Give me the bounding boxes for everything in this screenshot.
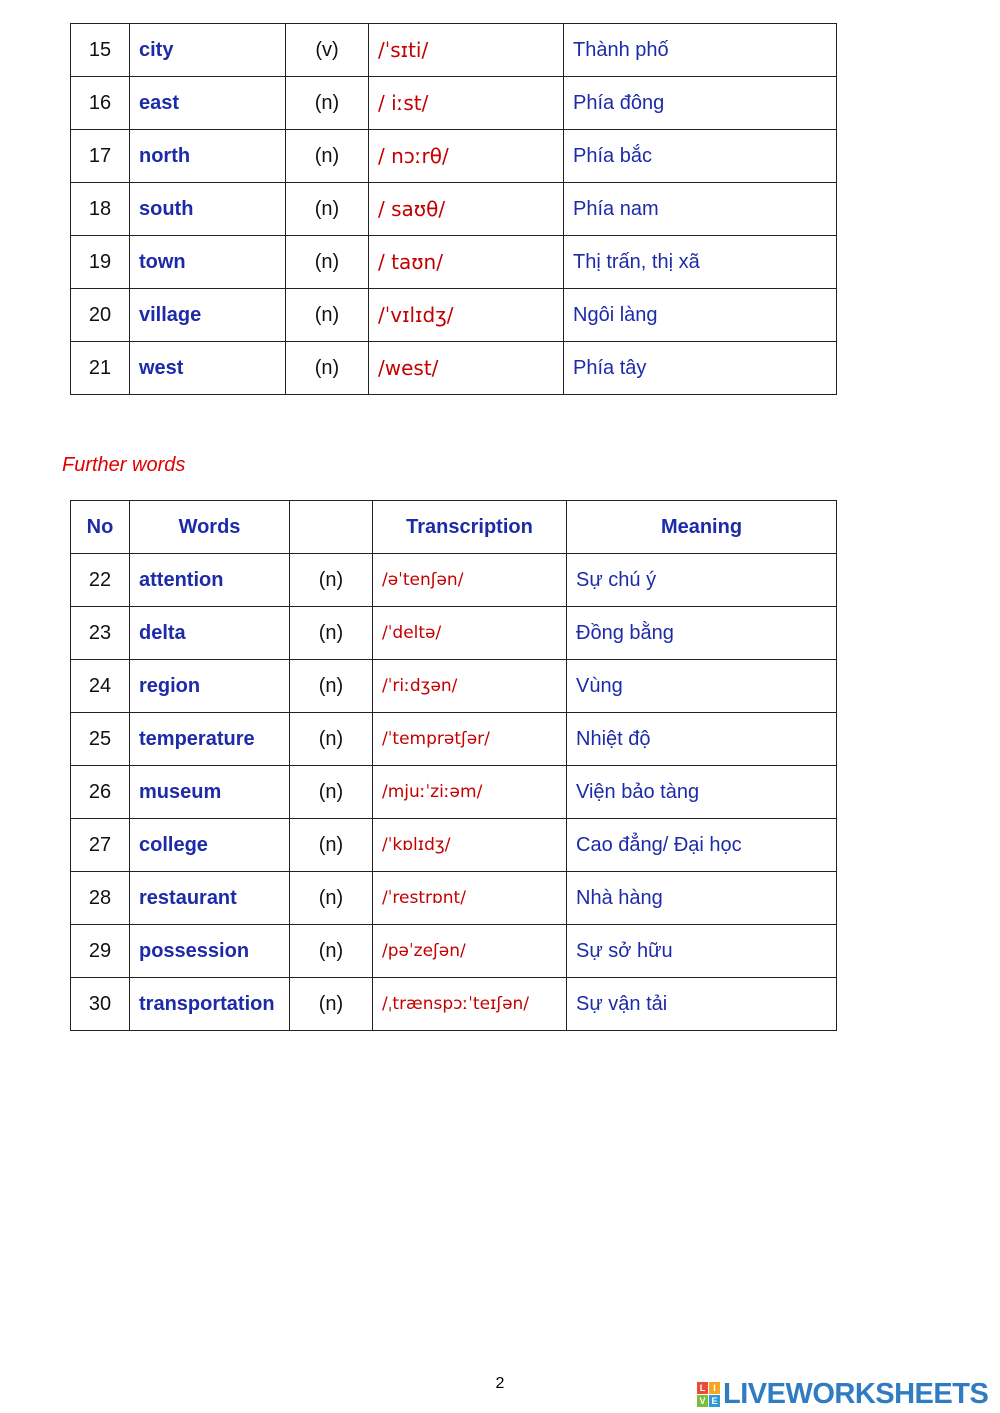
liveworksheets-brand[interactable] bbox=[697, 1378, 988, 1411]
transcription: /ˈriːdʒən/ bbox=[373, 660, 567, 713]
row-number: 18 bbox=[71, 183, 130, 236]
word: delta bbox=[130, 607, 290, 660]
transcription: /ˈrestrɒnt/ bbox=[373, 872, 567, 925]
row-number: 29 bbox=[71, 925, 130, 978]
word: north bbox=[130, 130, 286, 183]
part-of-speech: (n) bbox=[290, 554, 373, 607]
transcription: / nɔːrθ/ bbox=[369, 130, 564, 183]
word: possession bbox=[130, 925, 290, 978]
meaning: Thành phố bbox=[564, 24, 837, 77]
part-of-speech: (n) bbox=[286, 77, 369, 130]
word: town bbox=[130, 236, 286, 289]
meaning: Đồng bằng bbox=[567, 607, 837, 660]
row-number: 20 bbox=[71, 289, 130, 342]
word: restaurant bbox=[130, 872, 290, 925]
meaning: Thị trấn, thị xã bbox=[564, 236, 837, 289]
transcription: /mjuːˈziːəm/ bbox=[373, 766, 567, 819]
table-row bbox=[71, 236, 837, 289]
meaning: Phía đông bbox=[564, 77, 837, 130]
meaning: Vùng bbox=[567, 660, 837, 713]
part-of-speech: (n) bbox=[286, 236, 369, 289]
word: region bbox=[130, 660, 290, 713]
meaning: Sự vận tải bbox=[567, 978, 837, 1031]
vocabulary-table-1-body bbox=[71, 24, 837, 395]
word: museum bbox=[130, 766, 290, 819]
word: temperature bbox=[130, 713, 290, 766]
meaning: Sự chú ý bbox=[567, 554, 837, 607]
word: transportation bbox=[130, 978, 290, 1031]
transcription: /ˈtemprətʃər/ bbox=[373, 713, 567, 766]
row-number: 22 bbox=[71, 554, 130, 607]
word: attention bbox=[130, 554, 290, 607]
part-of-speech: (n) bbox=[286, 342, 369, 395]
row-number: 15 bbox=[71, 24, 130, 77]
part-of-speech: (v) bbox=[286, 24, 369, 77]
part-of-speech: (n) bbox=[286, 289, 369, 342]
table-row bbox=[71, 978, 837, 1031]
header-pos bbox=[290, 501, 373, 554]
meaning: Nhiệt độ bbox=[567, 713, 837, 766]
row-number: 24 bbox=[71, 660, 130, 713]
brand-name: LIVEWORKSHEETS bbox=[723, 1378, 989, 1410]
part-of-speech: (n) bbox=[290, 607, 373, 660]
word: city bbox=[130, 24, 286, 77]
row-number: 21 bbox=[71, 342, 130, 395]
word: west bbox=[130, 342, 286, 395]
row-number: 17 bbox=[71, 130, 130, 183]
part-of-speech: (n) bbox=[290, 766, 373, 819]
transcription: /pəˈzeʃən/ bbox=[373, 925, 567, 978]
meaning: Viện bảo tàng bbox=[567, 766, 837, 819]
row-number: 28 bbox=[71, 872, 130, 925]
table-row bbox=[71, 342, 837, 395]
meaning: Cao đẳng/ Đại học bbox=[567, 819, 837, 872]
part-of-speech: (n) bbox=[290, 660, 373, 713]
table-row bbox=[71, 289, 837, 342]
word: college bbox=[130, 819, 290, 872]
word: village bbox=[130, 289, 286, 342]
section-title: Further words bbox=[62, 454, 186, 476]
word: south bbox=[130, 183, 286, 236]
transcription: /ˌtrænspɔːˈteɪʃən/ bbox=[373, 978, 567, 1031]
table-header-row bbox=[71, 501, 837, 554]
header-no: No bbox=[71, 501, 130, 554]
table-row bbox=[71, 660, 837, 713]
table-row bbox=[71, 130, 837, 183]
part-of-speech: (n) bbox=[290, 978, 373, 1031]
row-number: 26 bbox=[71, 766, 130, 819]
header-transcription: Transcription bbox=[373, 501, 567, 554]
row-number: 25 bbox=[71, 713, 130, 766]
meaning: Phía nam bbox=[564, 183, 837, 236]
transcription: /əˈtenʃən/ bbox=[373, 554, 567, 607]
transcription: /ˈsɪti/ bbox=[369, 24, 564, 77]
vocabulary-table-2 bbox=[70, 500, 837, 1031]
row-number: 19 bbox=[71, 236, 130, 289]
liveworksheets-logo-icon: L I V E bbox=[697, 1382, 720, 1407]
table-row bbox=[71, 183, 837, 236]
table-row bbox=[71, 872, 837, 925]
header-words: Words bbox=[130, 501, 290, 554]
row-number: 16 bbox=[71, 77, 130, 130]
vocabulary-table-1 bbox=[70, 23, 837, 395]
meaning: Sự sở hữu bbox=[567, 925, 837, 978]
meaning: Nhà hàng bbox=[567, 872, 837, 925]
word: east bbox=[130, 77, 286, 130]
table-row bbox=[71, 713, 837, 766]
part-of-speech: (n) bbox=[286, 130, 369, 183]
table-row bbox=[71, 607, 837, 660]
transcription: /ˈkɒlɪdʒ/ bbox=[373, 819, 567, 872]
header-meaning: Meaning bbox=[567, 501, 837, 554]
transcription: / iːst/ bbox=[369, 77, 564, 130]
transcription: /west/ bbox=[369, 342, 564, 395]
row-number: 27 bbox=[71, 819, 130, 872]
transcription: /ˈvɪlɪdʒ/ bbox=[369, 289, 564, 342]
transcription: / saʊθ/ bbox=[369, 183, 564, 236]
row-number: 30 bbox=[71, 978, 130, 1031]
meaning: Phía tây bbox=[564, 342, 837, 395]
table-row bbox=[71, 766, 837, 819]
part-of-speech: (n) bbox=[286, 183, 369, 236]
row-number: 23 bbox=[71, 607, 130, 660]
table-row bbox=[71, 925, 837, 978]
table-row bbox=[71, 554, 837, 607]
transcription: /ˈdeltə/ bbox=[373, 607, 567, 660]
vocabulary-table-2-body bbox=[71, 554, 837, 1031]
table-row bbox=[71, 819, 837, 872]
part-of-speech: (n) bbox=[290, 872, 373, 925]
meaning: Phía bắc bbox=[564, 130, 837, 183]
table-row bbox=[71, 24, 837, 77]
part-of-speech: (n) bbox=[290, 819, 373, 872]
transcription: / taʊn/ bbox=[369, 236, 564, 289]
table-row bbox=[71, 77, 837, 130]
part-of-speech: (n) bbox=[290, 713, 373, 766]
page-number: 2 bbox=[495, 1375, 505, 1392]
part-of-speech: (n) bbox=[290, 925, 373, 978]
meaning: Ngôi làng bbox=[564, 289, 837, 342]
